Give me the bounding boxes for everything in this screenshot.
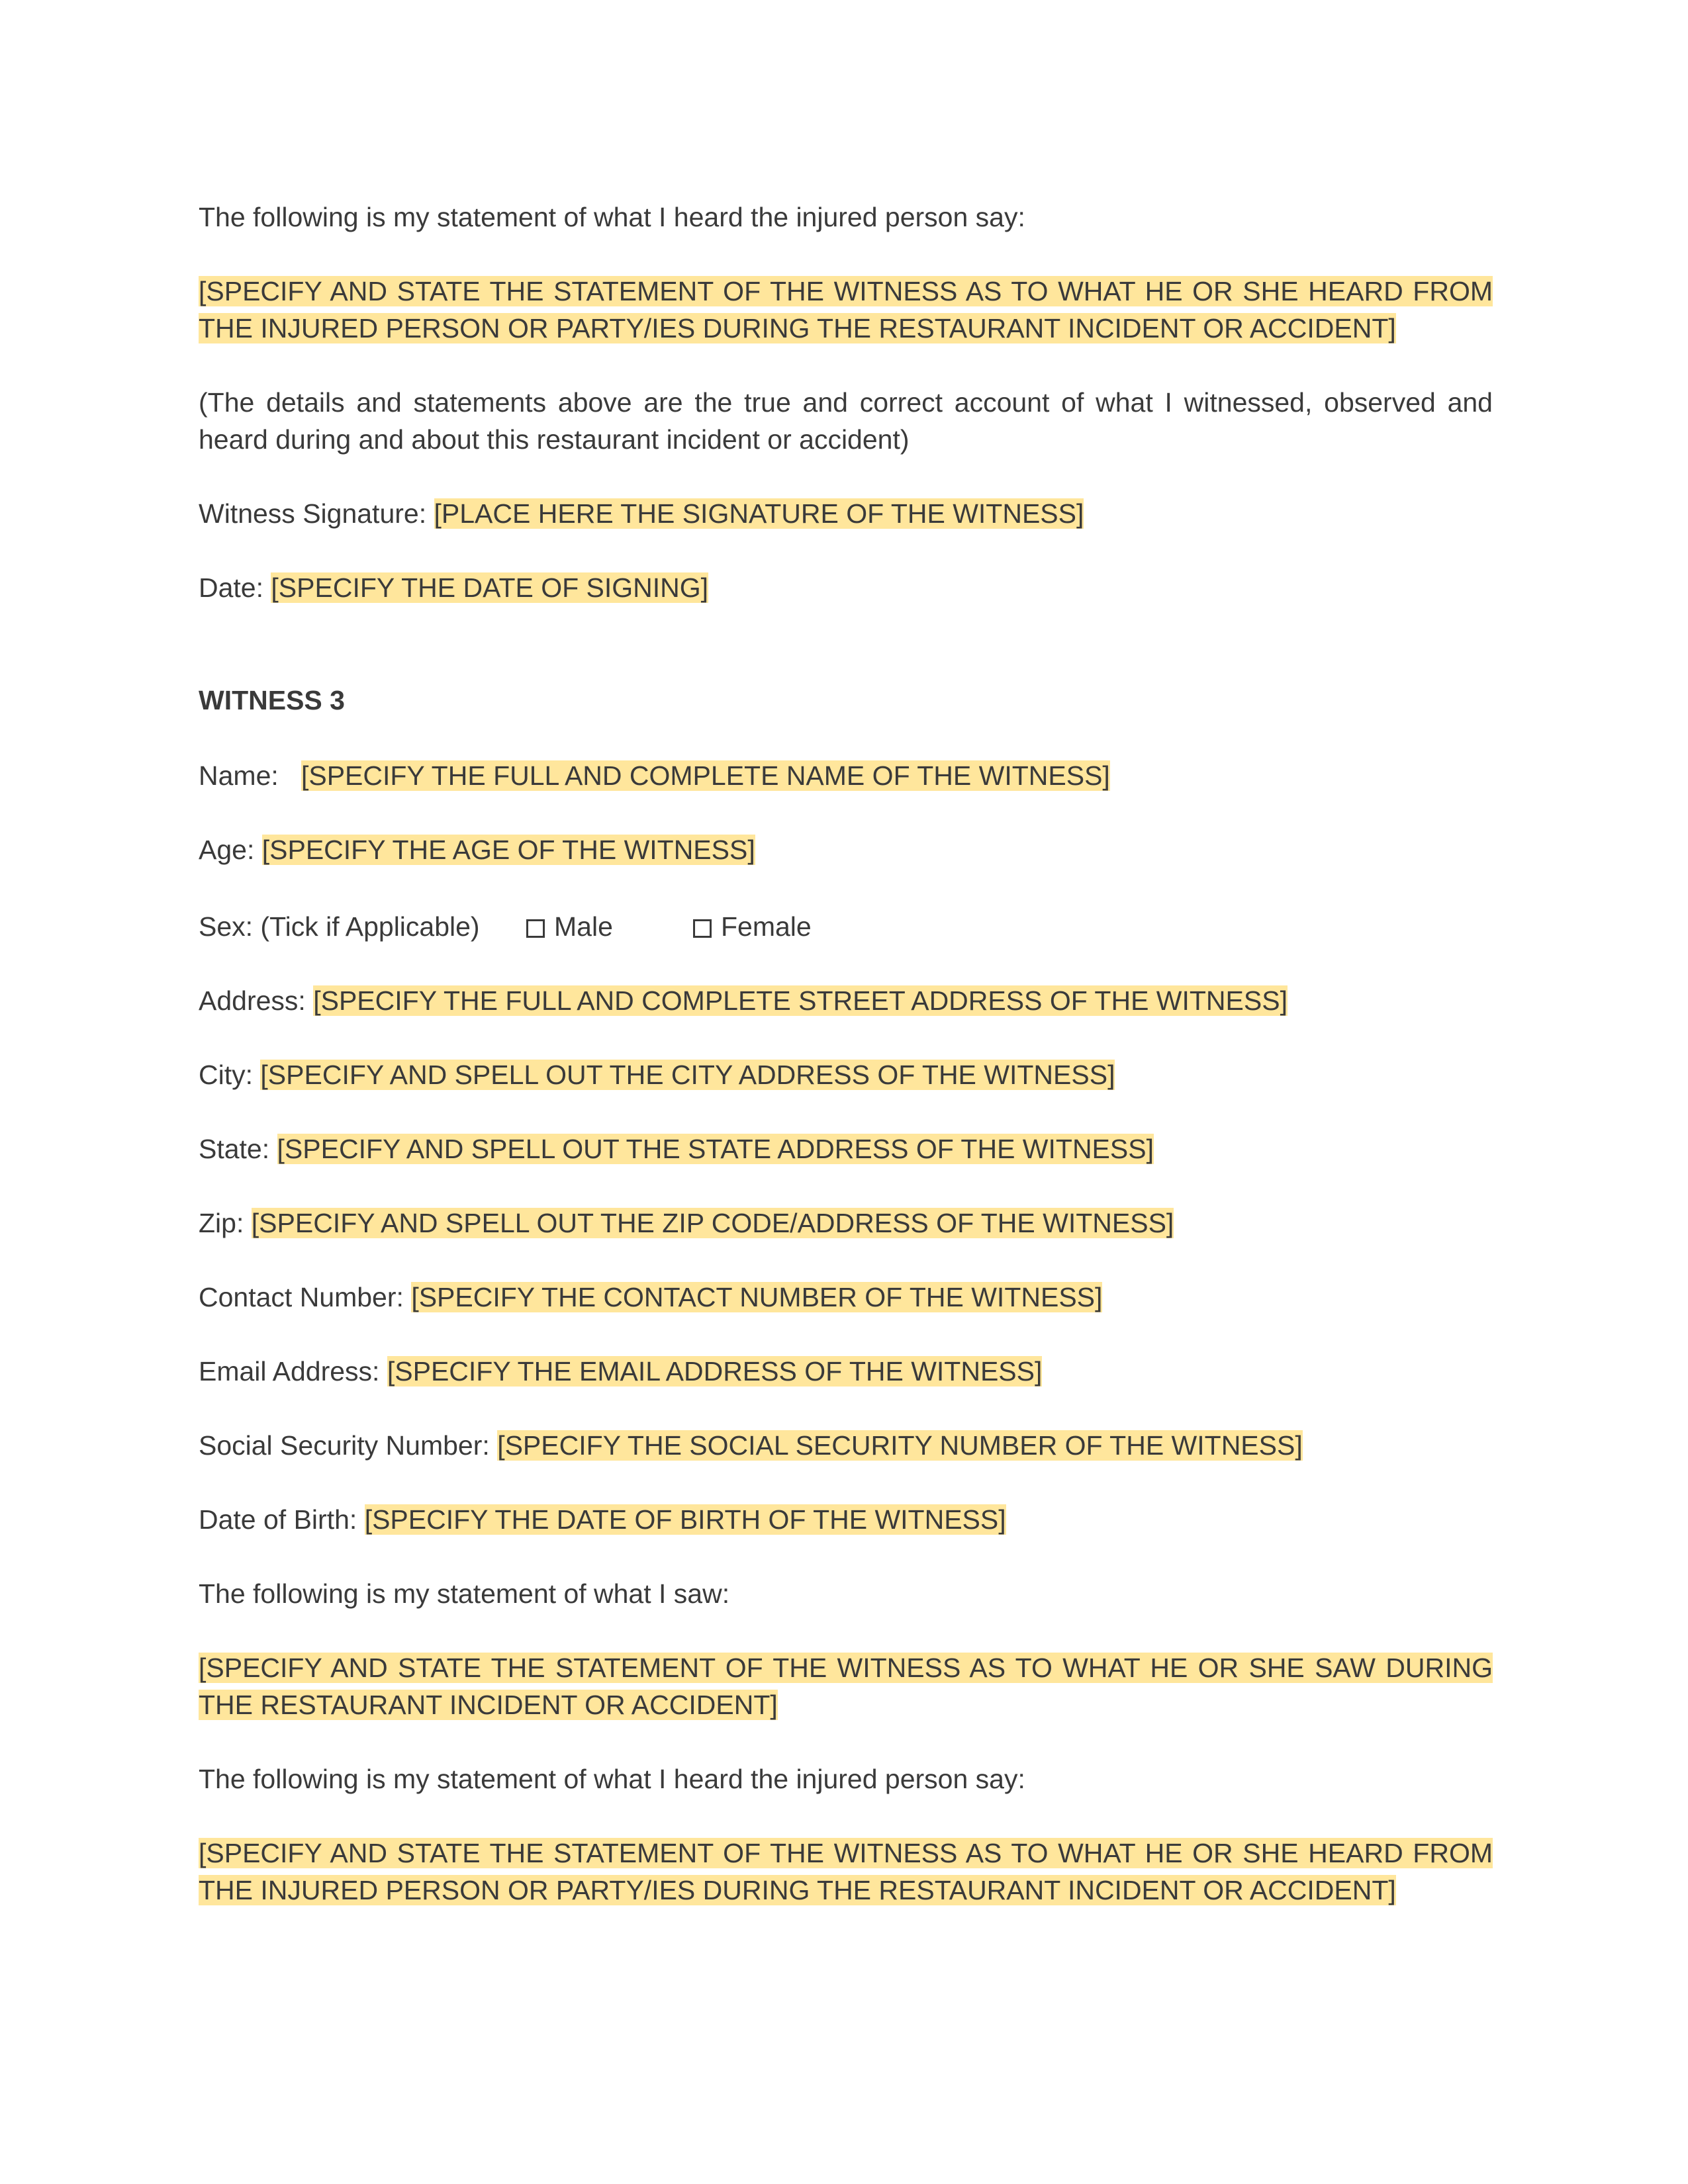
witness-zip-line	[199, 1205, 1493, 1242]
witness-signature-placeholder[interactable]: [PLACE HERE THE SIGNATURE OF THE WITNESS]	[434, 498, 1084, 529]
witness-name-placeholder[interactable]: [SPECIFY THE FULL AND COMPLETE NAME OF THE WITNESS]	[301, 760, 1110, 791]
witness-state-line	[199, 1130, 1493, 1167]
witness-signature-line	[199, 495, 1493, 532]
sex-option-male[interactable]	[526, 908, 613, 945]
sex-option-male-label: Male	[554, 911, 613, 942]
witness-ssn-label: Social Security Number:	[199, 1430, 490, 1461]
witness-dob-label: Date of Birth:	[199, 1504, 357, 1535]
saw-statement-paragraph	[199, 1649, 1493, 1723]
witness-sex-label: Sex: (Tick if Applicable)	[199, 911, 480, 942]
witness-address-placeholder[interactable]: [SPECIFY THE FULL AND COMPLETE STREET ADDRESS OF THE WITNESS]	[313, 985, 1288, 1016]
witness-name-line	[199, 757, 1493, 794]
witness-sex-line	[199, 908, 1493, 945]
witness-age-label: Age:	[199, 835, 255, 865]
signing-date-placeholder[interactable]: [SPECIFY THE DATE OF SIGNING]	[271, 572, 709, 603]
certification-statement: (The details and statements above are the true and correct account of what I witnessed, observed and heard during and about this restaurant incident or accident)	[199, 387, 1493, 455]
witness-contact-line	[199, 1279, 1493, 1316]
female-checkbox[interactable]	[693, 919, 712, 938]
male-checkbox[interactable]	[526, 919, 545, 938]
witness-3-heading: WITNESS 3	[199, 685, 345, 715]
heard-statement-placeholder[interactable]: [SPECIFY AND STATE THE STATEMENT OF THE WITNESS AS TO WHAT HE OR SHE HEARD FROM THE INJURED PERSON OR PARTY/IES DURING THE RESTAURANT INCIDENT OR ACCIDENT]	[199, 276, 1493, 343]
witness-name-label: Name:	[199, 760, 279, 791]
sex-option-female[interactable]	[693, 908, 812, 945]
saw-statement-intro: The following is my statement of what I saw:	[199, 1578, 730, 1609]
witness-ssn-placeholder[interactable]: [SPECIFY THE SOCIAL SECURITY NUMBER OF THE WITNESS]	[497, 1430, 1303, 1461]
signing-date-line	[199, 569, 1493, 606]
witness-email-line	[199, 1353, 1493, 1390]
witness-email-placeholder[interactable]: [SPECIFY THE EMAIL ADDRESS OF THE WITNESS]	[387, 1356, 1043, 1387]
witness-city-placeholder[interactable]: [SPECIFY AND SPELL OUT THE CITY ADDRESS OF THE WITNESS]	[260, 1060, 1115, 1090]
witness-dob-placeholder[interactable]: [SPECIFY THE DATE OF BIRTH OF THE WITNESS]	[364, 1504, 1006, 1535]
witness-state-label: State:	[199, 1134, 270, 1164]
witness-zip-label: Zip:	[199, 1208, 244, 1238]
witness-dob-line	[199, 1501, 1493, 1538]
witness-address-label: Address:	[199, 985, 306, 1016]
witness3-heard-statement-placeholder[interactable]: [SPECIFY AND STATE THE STATEMENT OF THE WITNESS AS TO WHAT HE OR SHE HEARD FROM THE INJURED PERSON OR PARTY/IES DURING THE RESTAURANT INCIDENT OR ACCIDENT]	[199, 1838, 1493, 1905]
witness-contact-placeholder[interactable]: [SPECIFY THE CONTACT NUMBER OF THE WITNESS]	[411, 1282, 1103, 1312]
saw-statement-placeholder[interactable]: [SPECIFY AND STATE THE STATEMENT OF THE WITNESS AS TO WHAT HE OR SHE SAW DURING THE RESTAURANT INCIDENT OR ACCIDENT]	[199, 1653, 1493, 1720]
witness-zip-placeholder[interactable]: [SPECIFY AND SPELL OUT THE ZIP CODE/ADDRESS OF THE WITNESS]	[251, 1208, 1174, 1238]
witness-age-line	[199, 831, 1493, 868]
signing-date-label: Date:	[199, 572, 263, 603]
heard-statement-paragraph	[199, 273, 1493, 347]
heard-statement-intro: The following is my statement of what I heard the injured person say:	[199, 202, 1025, 232]
witness-email-label: Email Address:	[199, 1356, 380, 1387]
witness-city-line	[199, 1056, 1493, 1093]
witness-contact-label: Contact Number:	[199, 1282, 404, 1312]
witness-signature-label: Witness Signature:	[199, 498, 427, 529]
witness-address-line	[199, 982, 1493, 1019]
witness-city-label: City:	[199, 1060, 253, 1090]
sex-option-female-label: Female	[721, 911, 812, 942]
document-page	[199, 0, 1493, 2184]
witness-age-placeholder[interactable]: [SPECIFY THE AGE OF THE WITNESS]	[261, 835, 755, 865]
witness3-heard-statement-paragraph	[199, 1835, 1493, 1909]
witness-state-placeholder[interactable]: [SPECIFY AND SPELL OUT THE STATE ADDRESS OF THE WITNESS]	[277, 1134, 1154, 1164]
witness3-heard-statement-intro: The following is my statement of what I heard the injured person say:	[199, 1764, 1025, 1794]
witness-ssn-line	[199, 1427, 1493, 1464]
